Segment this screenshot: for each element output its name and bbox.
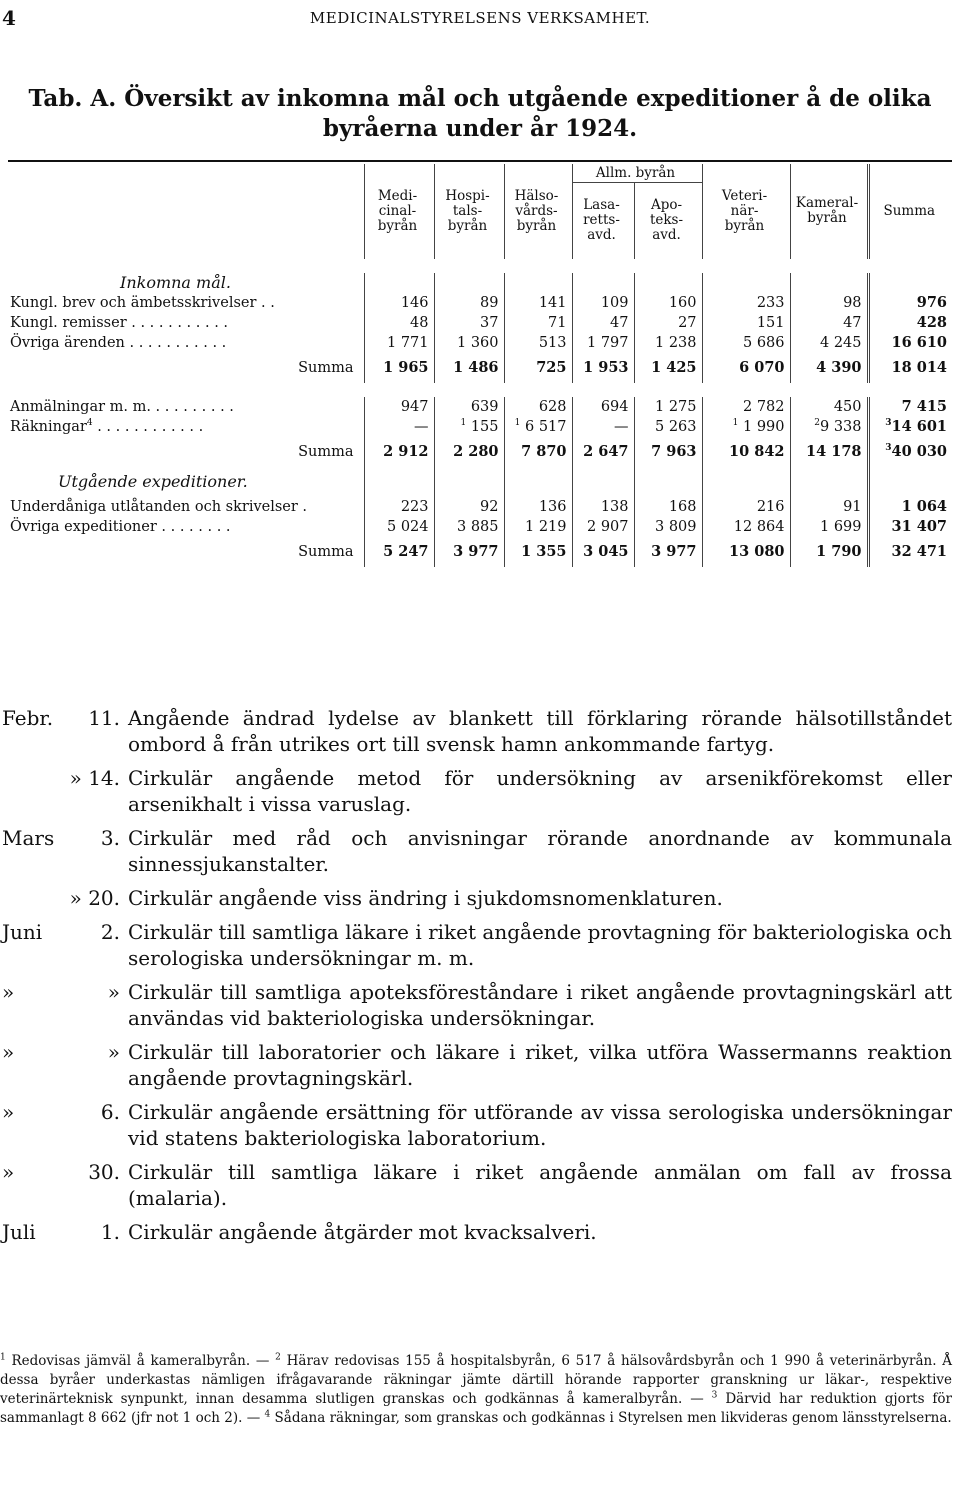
entry-day: » — [107, 1040, 120, 1064]
table-cell: $^2$9 338 — [790, 417, 868, 437]
table-cell: 136 — [504, 497, 572, 517]
col-header-hospital: Hospi- tals- byrån — [434, 164, 504, 259]
entry-text: Cirkulär till samtliga apoteksföreståndare i riket angående provtagningskärl att användas vid bakteriologiska undersökningar. — [128, 980, 952, 1030]
entry-day: 1. — [100, 1220, 120, 1244]
entry-month: Mars — [2, 826, 55, 850]
table-cell: 5 686 — [702, 333, 790, 353]
entry-text: Cirkulär till samtliga läkare i riket angående anmälan om fall av frossa (malaria). — [128, 1160, 952, 1210]
table-cell: 1 275 — [634, 397, 702, 417]
list-item — [0, 1099, 960, 1151]
footnote-4: Sådana räkningar, som granskas och godkännas i Styrelsen men likvideras genom länsstyrelserna. — [274, 1410, 952, 1426]
table-cell: 138 — [572, 497, 634, 517]
table-cell: 4 390 — [790, 353, 868, 383]
section-row — [8, 467, 952, 497]
table-cell: 1 360 — [434, 333, 504, 353]
table-cell: 7 963 — [634, 437, 702, 467]
entry-day: » — [107, 980, 120, 1004]
statistics-table — [8, 164, 952, 567]
table-cell: 48 — [364, 313, 434, 333]
section-utgaende: Utgående expeditioner. — [58, 472, 248, 491]
entry-text: Cirkulär angående åtgärder mot kvacksalveri. — [128, 1220, 597, 1244]
table-cell: 725 — [504, 353, 572, 383]
table-cell: 513 — [504, 333, 572, 353]
table-cell: 91 — [790, 497, 868, 517]
table-cell: 428 — [868, 313, 952, 333]
table-cell: 1 355 — [504, 537, 572, 567]
summa-label: Summa — [298, 359, 354, 376]
entry-text: Cirkulär angående metod för undersökning av arsenikförekomst eller arsenikhalt i vissa varuslag. — [128, 766, 952, 816]
page-number: 4 — [2, 6, 16, 30]
col-header-halsovard: Hälso- vårds- byrån — [504, 164, 572, 259]
table-cell: 2 782 — [702, 397, 790, 417]
entry-month: Febr. — [2, 706, 54, 730]
table-cell: 47 — [790, 313, 868, 333]
table-cell: 141 — [504, 293, 572, 313]
entry-text: Angående ändrad lydelse av blankett till förklaring rörande hälsotillståndet ombord å från utrikes ort till svensk hamn ankommande fartyg. — [128, 706, 952, 756]
circular-list — [0, 705, 960, 1245]
table-cell: 168 — [634, 497, 702, 517]
table-cell: 160 — [634, 293, 702, 313]
entry-month: » — [2, 1160, 15, 1184]
table-cell: 5 024 — [364, 517, 434, 537]
entry-day: 6. — [100, 1100, 120, 1124]
table-cell: $^1$ 6 517 — [504, 417, 572, 437]
header-row-1 — [8, 164, 952, 183]
table-cell: 1 771 — [364, 333, 434, 353]
table-title-line2: byråerna under år 1924. — [322, 115, 638, 142]
table-cell: 7 870 — [504, 437, 572, 467]
table-row — [8, 417, 952, 437]
list-item — [0, 825, 960, 877]
table-cell: 89 — [434, 293, 504, 313]
table-row — [8, 333, 952, 353]
entry-day: » 20. — [69, 886, 120, 910]
row-label: Underdåniga utlåtanden och skrivelser . — [10, 498, 308, 515]
table-cell: 98 — [790, 293, 868, 313]
table-cell: 3 977 — [434, 537, 504, 567]
table-cell: — — [572, 417, 634, 437]
table-cell: 1 699 — [790, 517, 868, 537]
table-row — [8, 497, 952, 517]
summa-row — [8, 353, 952, 383]
row-label: Övriga expeditioner . . . . . . . . — [10, 518, 231, 535]
entry-month: » — [2, 1040, 15, 1064]
entry-text: Cirkulär till laboratorier och läkare i riket, vilka utföra Wassermanns reaktion angående provtagningskärl. — [128, 1040, 952, 1090]
table-cell: 2 647 — [572, 437, 634, 467]
summa-label: Summa — [298, 543, 354, 560]
table-cell: 27 — [634, 313, 702, 333]
row-label: Kungl. remisser . . . . . . . . . . . — [10, 314, 229, 331]
table-cell: 3 809 — [634, 517, 702, 537]
table-cell: 3 885 — [434, 517, 504, 537]
table-cell: 3 977 — [634, 537, 702, 567]
table-row — [8, 293, 952, 313]
section-inkomna: Inkomna mål. — [120, 273, 231, 292]
list-item — [0, 1159, 960, 1211]
table-cell: 628 — [504, 397, 572, 417]
entry-day: 11. — [88, 706, 120, 730]
col-header-veterinar: Veteri- när- byrån — [702, 164, 790, 259]
footnote-2: Härav redovisas 155 å hospitalsbyrån, 6 517 å hälsovårdsbyrån och 1 990 å veterinärbyrån. Å dessa byråer underkastas nämligen ifrågavarande räkningar jämte därtill hörande rapporter granskning ur läkar-, respektive veterinärteknisk synpunkt, innan desamma slutligen granskas och godkännas å kameralbyrån. — — [0, 1353, 952, 1407]
list-item — [0, 765, 960, 817]
footnote-ref: 3 — [885, 443, 892, 454]
table-cell: 13 080 — [702, 537, 790, 567]
table-cell: 1 965 — [364, 353, 434, 383]
table-cell: 1 797 — [572, 333, 634, 353]
col-header-lasarett: Lasa- retts- avd. — [572, 183, 634, 259]
statistics-table-wrap — [8, 160, 952, 668]
footnote-mark: 3 — [711, 1390, 718, 1401]
entry-text: Cirkulär angående ersättning för utförande av vissa serologiska undersökningar vid statens bakteriologiska laboratorium. — [128, 1100, 952, 1150]
table-cell: 1 064 — [868, 497, 952, 517]
table-cell: 976 — [868, 293, 952, 313]
table-title-prefix: Tab. A. — [28, 85, 117, 112]
footnote-mark: 4 — [264, 1409, 271, 1420]
summa-row — [8, 537, 952, 567]
table-row — [8, 397, 952, 417]
table-cell: 694 — [572, 397, 634, 417]
running-title: MEDICINALSTYRELSENS VERKSAMHET. — [309, 9, 651, 27]
table-cell: 947 — [364, 397, 434, 417]
footnote-ref: 3 — [885, 418, 892, 429]
entry-month: Juni — [2, 920, 43, 944]
entry-month: Juli — [2, 1220, 36, 1244]
table-cell: 1 486 — [434, 353, 504, 383]
entry-text: Cirkulär angående viss ändring i sjukdomsnomenklaturen. — [128, 886, 723, 910]
table-cell: 16 610 — [868, 333, 952, 353]
table-cell: 233 — [702, 293, 790, 313]
table-cell: 151 — [702, 313, 790, 333]
list-item — [0, 1039, 960, 1091]
table-cell: 92 — [434, 497, 504, 517]
table-cell: 14 178 — [790, 437, 868, 467]
table-cell: $^3$14 601 — [868, 417, 952, 437]
table-cell: 12 864 — [702, 517, 790, 537]
table-cell: 7 415 — [868, 397, 952, 417]
table-cell: 5 247 — [364, 537, 434, 567]
col-header-allm: Allm. byrån — [572, 164, 702, 183]
table-cell: 32 471 — [868, 537, 952, 567]
row-label: Kungl. brev och ämbetsskrivelser . . — [10, 294, 275, 311]
table-cell: 47 — [572, 313, 634, 333]
summa-row — [8, 437, 952, 467]
table-cell: 1 953 — [572, 353, 634, 383]
table-cell: 71 — [504, 313, 572, 333]
table-cell: $^1$ 1 990 — [702, 417, 790, 437]
table-cell: 1 238 — [634, 333, 702, 353]
footnote-1: Redovisas jämväl å kameralbyrån. — — [11, 1353, 270, 1369]
table-cell: 109 — [572, 293, 634, 313]
table-cell: 2 912 — [364, 437, 434, 467]
table-title — [0, 84, 960, 144]
table-cell: 450 — [790, 397, 868, 417]
col-header-summa: Summa — [868, 164, 952, 259]
table-cell: 6 070 — [702, 353, 790, 383]
list-item — [0, 1219, 960, 1245]
table-cell: 1 790 — [790, 537, 868, 567]
footnote-mark: 2 — [275, 1352, 281, 1363]
table-cell: 4 245 — [790, 333, 868, 353]
entry-day: 3. — [100, 826, 120, 850]
list-item — [0, 919, 960, 971]
footnote-ref: 2 — [814, 417, 820, 428]
footnote-3: Därvid har reduktion gjorts för sammanlagt 8 662 (jfr not 1 och 2). — — [0, 1391, 953, 1426]
col-header-medicinal: Medi- cinal- byrån — [364, 164, 434, 259]
list-item — [0, 885, 960, 911]
table-cell: 37 — [434, 313, 504, 333]
entry-day: 2. — [100, 920, 120, 944]
table-cell: 223 — [364, 497, 434, 517]
table-row — [8, 517, 952, 537]
col-header-apotek: Apo- teks- avd. — [634, 183, 702, 259]
footnote-ref: 1 — [732, 417, 739, 428]
list-item — [0, 705, 960, 757]
table-cell: 18 014 — [868, 353, 952, 383]
table-cell: $^3$40 030 — [868, 437, 952, 467]
entry-month: » — [2, 980, 15, 1004]
entry-text: Cirkulär med råd och anvisningar rörande anordnande av kommunala sinnessjukanstalter. — [128, 826, 952, 876]
table-cell: 1 425 — [634, 353, 702, 383]
table-cell: 3 045 — [572, 537, 634, 567]
row-label: Anmälningar m. m. . . . . . . . . . — [10, 398, 234, 415]
running-header — [0, 6, 960, 30]
entry-day: 30. — [88, 1160, 120, 1184]
footnote-ref: 1 — [460, 417, 467, 428]
section-row — [8, 273, 952, 293]
table-cell: 1 219 — [504, 517, 572, 537]
table-cell: 31 407 — [868, 517, 952, 537]
col-header-kameral: Kameral- byrån — [790, 164, 868, 259]
list-item — [0, 979, 960, 1031]
footnotes — [0, 1352, 952, 1428]
footnote-mark: 1 — [0, 1352, 6, 1363]
table-cell: 639 — [434, 397, 504, 417]
footnote-ref: 4 — [86, 417, 93, 428]
entry-month: » — [2, 1100, 15, 1124]
footnote-ref: 1 — [514, 417, 521, 428]
table-row — [8, 313, 952, 333]
summa-label: Summa — [298, 443, 354, 460]
table-cell: 5 263 — [634, 417, 702, 437]
table-cell: 2 907 — [572, 517, 634, 537]
table-title-line1: Översikt av inkomna mål och utgående expeditioner å de olika — [124, 85, 932, 112]
entry-text: Cirkulär till samtliga läkare i riket angående provtagning för bakteriologiska och serologiska undersökningar m. m. — [128, 920, 952, 970]
table-cell: 146 — [364, 293, 434, 313]
table-cell: 216 — [702, 497, 790, 517]
table-cell: $^1$ 155 — [434, 417, 504, 437]
table-cell: — — [364, 417, 434, 437]
table-cell: 10 842 — [702, 437, 790, 467]
row-label: Räkningar$^4$ . . . . . . . . . . . . — [10, 417, 204, 435]
table-cell: 2 280 — [434, 437, 504, 467]
row-label: Övriga ärenden . . . . . . . . . . . — [10, 334, 227, 351]
entry-day: » 14. — [69, 766, 120, 790]
table-top-rule — [8, 160, 952, 162]
